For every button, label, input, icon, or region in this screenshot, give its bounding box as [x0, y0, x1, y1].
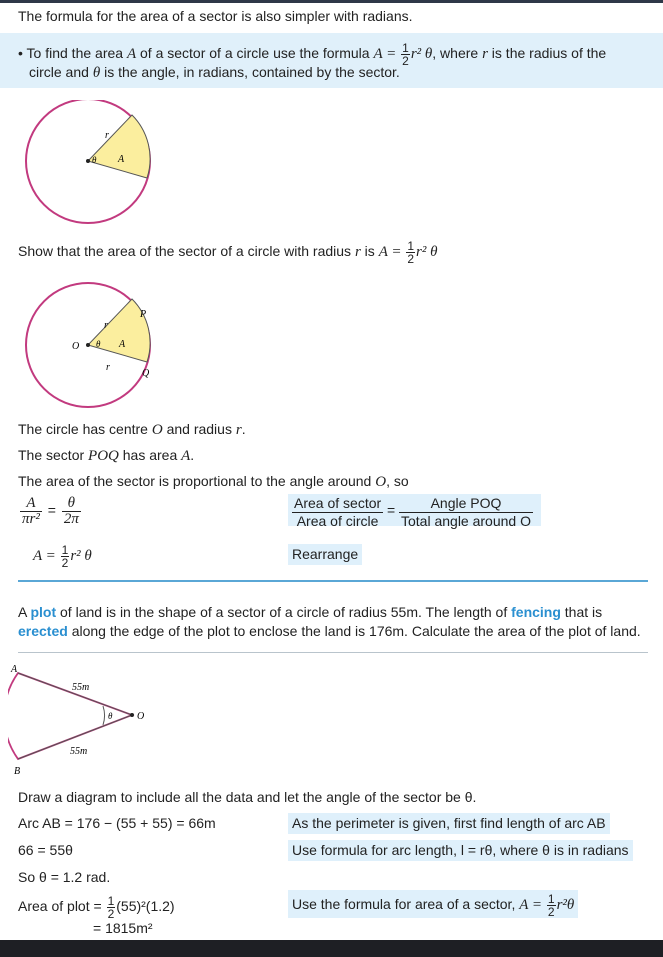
note-sector-area: Use the formula for area of a sector, A = $\frac{1}{2}$ r²θ: [288, 890, 578, 918]
plot-diagram: [8, 662, 168, 782]
key-point: [18, 42, 648, 83]
solution-eq: 66 = 55θ: [18, 842, 73, 858]
formula-a: A =: [373, 46, 397, 63]
intro-text: The formula for the area of a sector is also simpler with radians.: [18, 8, 413, 24]
note-rearrange: Rearrange: [288, 544, 362, 565]
var-r: r: [482, 46, 488, 63]
half-fraction: $\frac{1}{2}$: [402, 41, 409, 68]
var-a: A: [126, 46, 137, 63]
question-divider: [18, 652, 648, 653]
solution-area: Area of plot = $\frac{1}{2}$ (55)²(1.2): [18, 894, 175, 921]
note-arc-length: Use formula for arc length, l = rθ, where θ is in radians: [288, 840, 633, 861]
note-arc: As the perimeter is given, first find length of arc AB: [288, 813, 610, 834]
proof-line-2: The sector POQ has area A.: [18, 447, 195, 464]
label-a: A: [11, 664, 18, 675]
formula-a: A =: [378, 244, 402, 261]
sector-diagram-1: [10, 100, 170, 225]
equation-result: A = $\frac{1}{2}$ r² θ: [33, 543, 92, 570]
bottom-bar: [0, 940, 663, 957]
formula-rest: r² θ: [416, 244, 438, 261]
key-text: of a sector of a circle use the formula: [136, 45, 374, 62]
solution-draw: Draw a diagram to include all the data and let the angle of the sector be θ.: [18, 789, 477, 805]
example-question: A plot of land is in the shape of a sector of a circle of radius 55m. The length of fencing that is erected along the edge of the plot to enclose the land is 176m. Calculate the area of the plot of land.: [18, 604, 641, 639]
solution-so: So θ = 1.2 rad.: [18, 869, 111, 885]
label-a: A: [119, 339, 126, 350]
proof-line-1: The circle has centre O and radius r.: [18, 421, 246, 438]
key-text: To find the area: [26, 45, 127, 62]
label-o: O: [137, 711, 145, 722]
section-divider: [18, 580, 648, 582]
sector-diagram-2: [10, 280, 170, 410]
label-q: Q: [142, 368, 150, 379]
note-proportion: Area of sector Area of circle = Angle POQ Total angle around O: [288, 494, 541, 526]
label-theta: θ: [92, 155, 97, 165]
label-b: B: [14, 766, 21, 777]
key-text: , where: [432, 45, 483, 62]
label-p: P: [140, 309, 147, 320]
top-bar: [0, 0, 663, 3]
formula-rest: r² θ: [410, 46, 433, 63]
key-text: circle and: [29, 64, 93, 80]
solution-arc: Arc AB = 176 − (55 + 55) = 66m: [18, 815, 216, 831]
label-r: r: [105, 130, 109, 141]
label-55m-bottom: 55m: [70, 746, 88, 757]
label-theta: θ: [96, 339, 101, 349]
keyword-fencing: fencing: [511, 604, 561, 620]
label-a: A: [118, 154, 125, 165]
solution-result: = 1815m²: [93, 920, 153, 936]
show-that-text: Show that the area of the sector of a circle with radius: [18, 243, 355, 260]
key-text: is the radius of the: [487, 45, 607, 62]
label-r-top: r: [104, 320, 108, 331]
keyword-erected: erected: [18, 623, 68, 639]
label-theta: θ: [108, 711, 113, 721]
label-55m-top: 55m: [72, 682, 90, 693]
show-that: [18, 240, 437, 265]
equation-proportion: $\frac{A}{\text{πr²}}$ = $\frac{\theta}{2\pi}$: [22, 495, 79, 527]
proof-line-3: The area of the sector is proportional to the angle around O, so: [18, 473, 409, 490]
var-r: r: [354, 244, 361, 261]
key-text: is the angle, in radians, contained by the sector.: [100, 64, 400, 80]
half-fraction: $\frac{1}{2}$: [407, 239, 415, 266]
var-theta: θ: [92, 65, 101, 81]
show-that-is: is: [360, 243, 379, 260]
bullet: •: [18, 45, 23, 62]
keyword-plot: plot: [30, 604, 57, 620]
label-r-bottom: r: [106, 362, 110, 373]
label-o: O: [72, 341, 80, 352]
